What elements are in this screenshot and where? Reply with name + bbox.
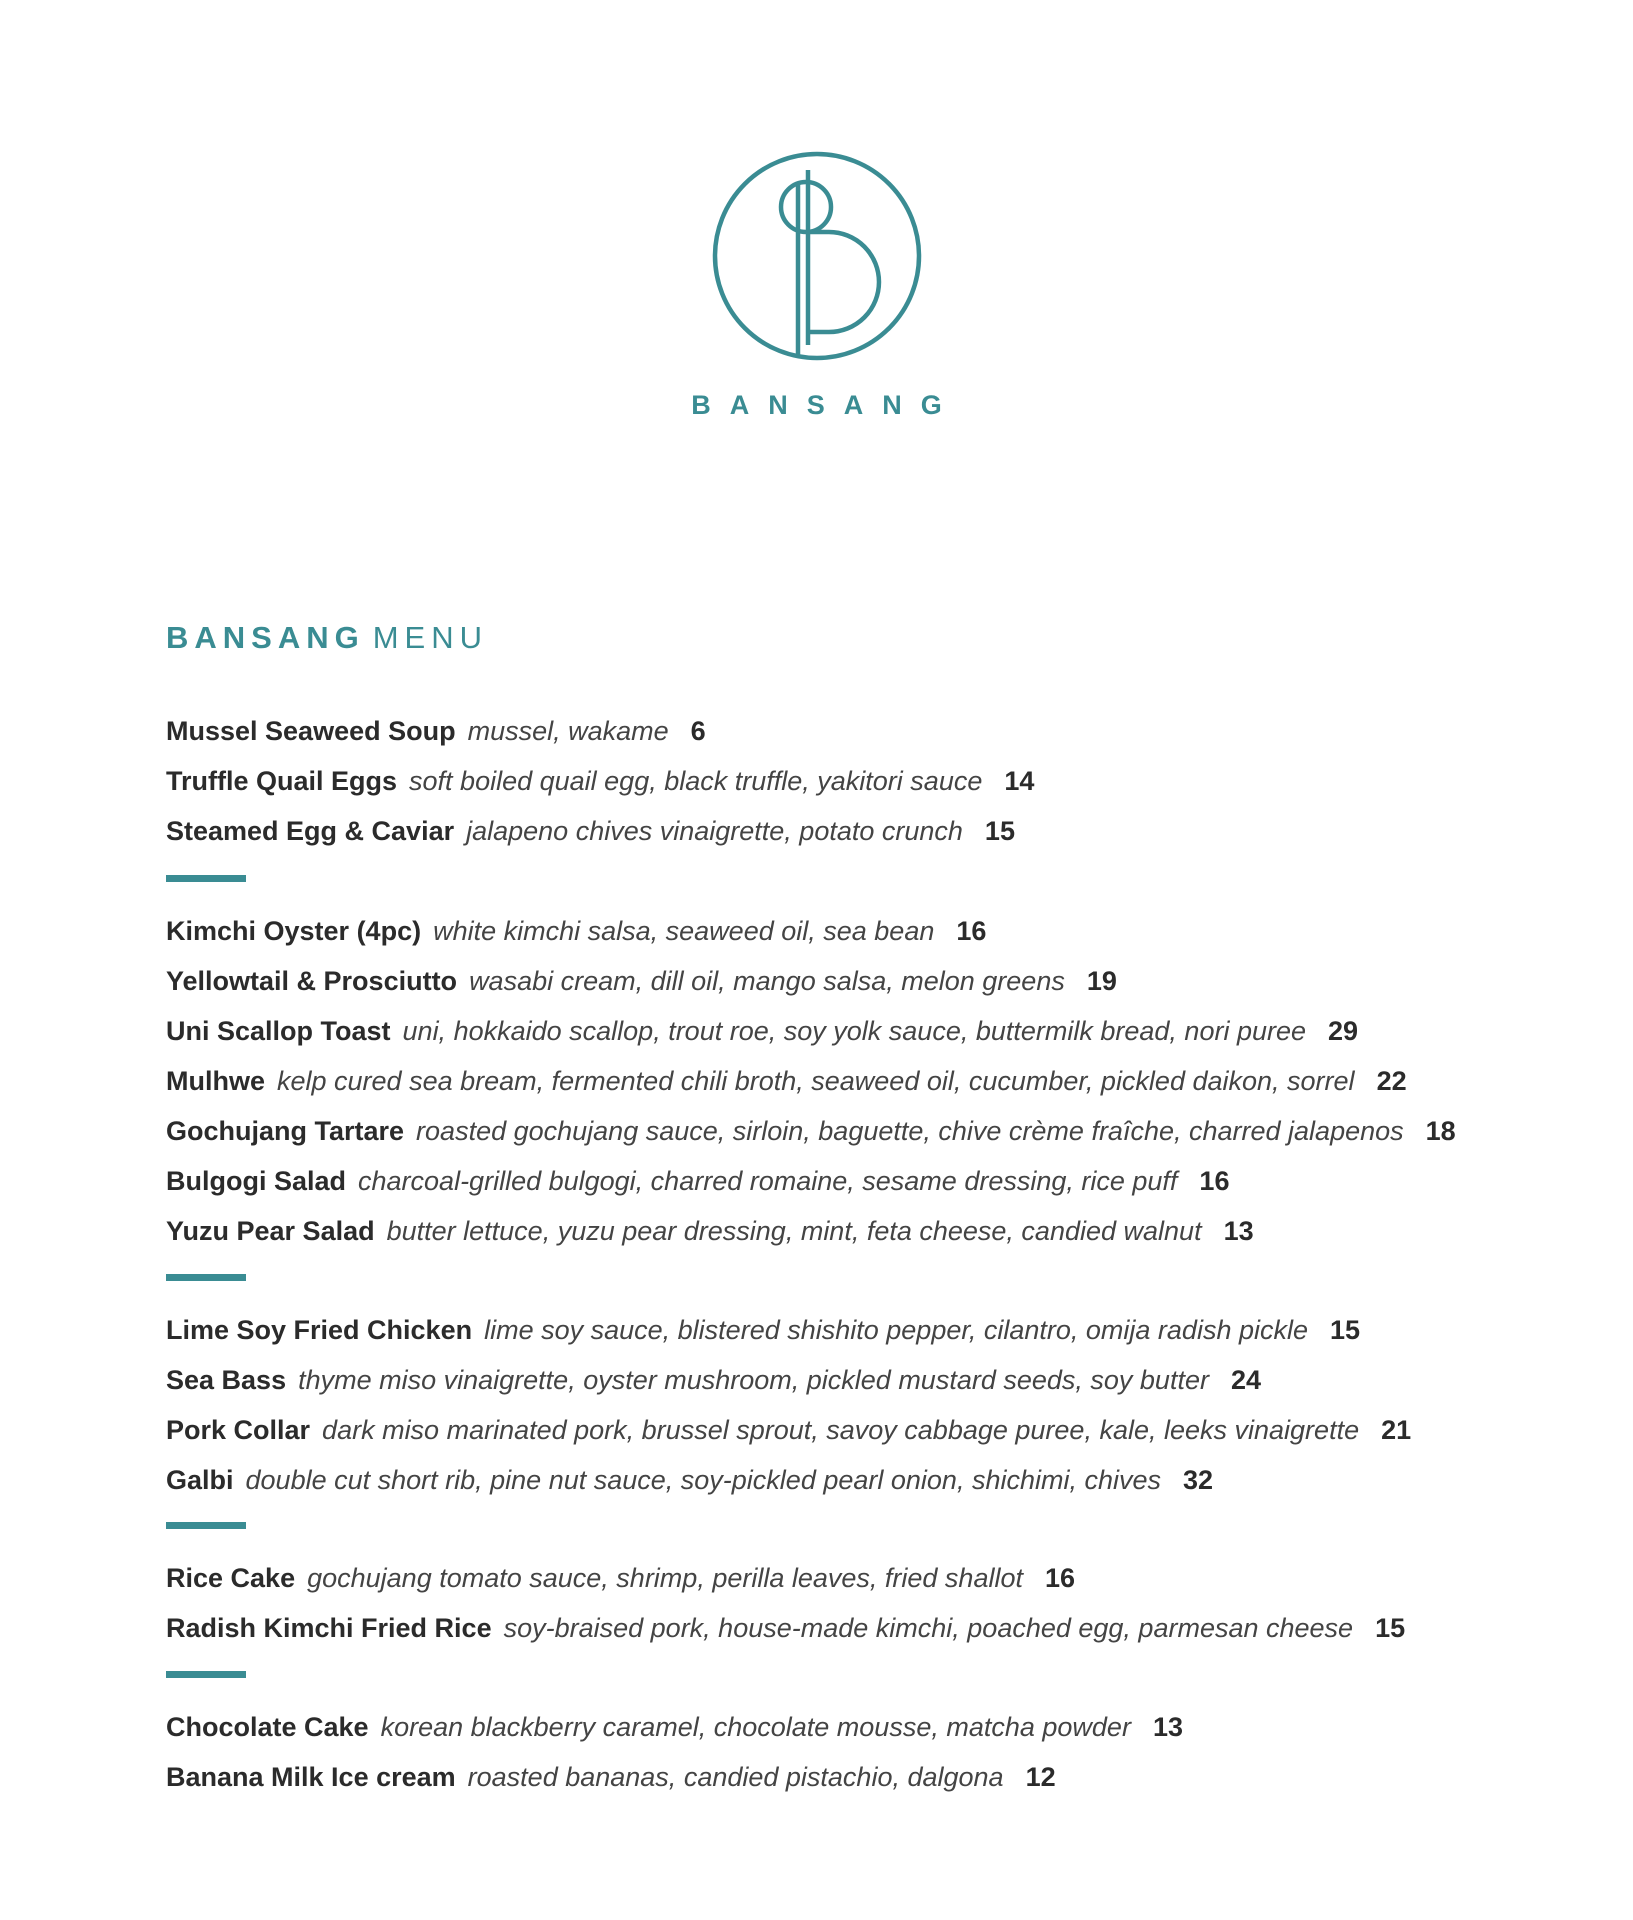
menu-item-price: 32 <box>1183 1465 1214 1495</box>
menu-item-price: 18 <box>1425 1116 1456 1146</box>
menu-item-description: lime soy sauce, blistered shishito pepper, cilantro, omija radish pickle <box>484 1315 1308 1345</box>
menu-item-description: uni, hokkaido scallop, trout roe, soy yolk sauce, buttermilk bread, nori puree <box>402 1016 1307 1046</box>
menu-section-mains <box>166 1305 1411 1505</box>
menu-item-price: 24 <box>1230 1365 1262 1395</box>
menu-item-price: 13 <box>1223 1216 1254 1246</box>
menu-item-name: Pork Collar <box>166 1415 311 1445</box>
menu-item-name: Bulgogi Salad <box>166 1166 347 1196</box>
menu-item <box>166 806 1034 856</box>
menu-item-price: 29 <box>1328 1016 1359 1046</box>
menu-item-name: Chocolate Cake <box>166 1712 369 1742</box>
menu-heading <box>166 620 488 656</box>
menu-item-name: Steamed Egg & Caviar <box>166 816 455 846</box>
menu-heading-brand: BANSANG <box>166 620 365 655</box>
menu-item-name: Truffle Quail Eggs <box>166 766 398 796</box>
menu-item-description: roasted gochujang sauce, sirloin, baguette, chive crème fraîche, charred jalapenos <box>416 1116 1404 1146</box>
menu-item-description: white kimchi salsa, seaweed oil, sea bean <box>433 916 935 946</box>
menu-item-name: Gochujang Tartare <box>166 1116 405 1146</box>
menu-item-name: Banana Milk Ice cream <box>166 1762 456 1792</box>
menu-item <box>166 1006 1456 1056</box>
menu-item-description: thyme miso vinaigrette, oyster mushroom, pickled mustard seeds, soy butter <box>298 1365 1209 1395</box>
menu-item-price: 13 <box>1152 1712 1183 1742</box>
menu-item-description: charcoal-grilled bulgogi, charred romaine, sesame dressing, rice puff <box>358 1166 1178 1196</box>
menu-item-description: butter lettuce, yuzu pear dressing, mint, feta cheese, candied walnut <box>386 1216 1202 1246</box>
menu-section-cold <box>166 906 1456 1256</box>
menu-item-price: 15 <box>1375 1613 1406 1643</box>
menu-item-description: wasabi cream, dill oil, mango salsa, melon greens <box>469 966 1065 996</box>
menu-item-description: roasted bananas, candied pistachio, dalgona <box>467 1762 1004 1792</box>
menu-item-description: korean blackberry caramel, chocolate mousse, matcha powder <box>380 1712 1131 1742</box>
menu-item-name: Lime Soy Fried Chicken <box>166 1315 473 1345</box>
menu-item-price: 15 <box>984 816 1015 846</box>
menu-item-name: Mussel Seaweed Soup <box>166 716 456 746</box>
menu-item-name: Yuzu Pear Salad <box>166 1216 375 1246</box>
menu-item <box>166 1603 1405 1653</box>
menu-item-price: 19 <box>1086 966 1117 996</box>
menu-item <box>166 1206 1456 1256</box>
menu-item <box>166 756 1034 806</box>
brand-wordmark: BANSANG <box>691 390 961 420</box>
menu-item-name: Uni Scallop Toast <box>166 1016 391 1046</box>
menu-item-price: 22 <box>1376 1066 1407 1096</box>
menu-item-price: 16 <box>1199 1166 1230 1196</box>
menu-section-dessert <box>166 1702 1183 1802</box>
menu-item-description: dark miso marinated pork, brussel sprout, savoy cabbage puree, kale, leeks vinaigrette <box>322 1415 1360 1445</box>
section-divider <box>166 1522 246 1529</box>
menu-item-description: soft boiled quail egg, black truffle, yakitori sauce <box>409 766 983 796</box>
menu-item-name: Radish Kimchi Fried Rice <box>166 1613 492 1643</box>
menu-item-price: 12 <box>1025 1762 1056 1792</box>
menu-item-price: 6 <box>690 716 706 746</box>
menu-item-description: gochujang tomato sauce, shrimp, perilla leaves, fried shallot <box>307 1563 1023 1593</box>
menu-heading-label: MENU <box>372 620 489 655</box>
section-divider <box>166 1274 246 1281</box>
menu-item-name: Rice Cake <box>166 1563 296 1593</box>
menu-item-description: double cut short rib, pine nut sauce, soy-pickled pearl onion, shichimi, chives <box>245 1465 1161 1495</box>
menu-item <box>166 1156 1456 1206</box>
menu-item-description: soy-braised pork, house-made kimchi, poached egg, parmesan cheese <box>503 1613 1354 1643</box>
menu-item-price: 14 <box>1004 766 1035 796</box>
menu-item-price: 16 <box>956 916 987 946</box>
menu-item <box>166 1752 1183 1802</box>
menu-item <box>166 706 1034 756</box>
menu-item-description: mussel, wakame <box>467 716 669 746</box>
menu-item-description: jalapeno chives vinaigrette, potato crunch <box>466 816 963 846</box>
menu-item <box>166 1106 1456 1156</box>
menu-item <box>166 1553 1405 1603</box>
menu-item <box>166 1355 1411 1405</box>
menu-item-price: 15 <box>1330 1315 1361 1345</box>
menu-item-description: kelp cured sea bream, fermented chili broth, seaweed oil, cucumber, pickled daikon, sorrel <box>277 1066 1355 1096</box>
brand-logo <box>0 150 1633 430</box>
menu-item <box>166 1455 1411 1505</box>
menu-item-name: Sea Bass <box>166 1365 287 1395</box>
menu-item <box>166 1702 1183 1752</box>
menu-item-name: Yellowtail & Prosciutto <box>166 966 458 996</box>
menu-item-name: Mulhwe <box>166 1066 265 1096</box>
section-divider <box>166 1671 246 1678</box>
menu-item <box>166 1305 1411 1355</box>
menu-section-starters <box>166 706 1034 856</box>
menu-item-price: 21 <box>1381 1415 1412 1445</box>
bansang-b-monogram-icon <box>711 150 923 362</box>
menu-item <box>166 1056 1456 1106</box>
menu-item-price: 16 <box>1044 1563 1076 1593</box>
menu-item <box>166 956 1456 1006</box>
section-divider <box>166 875 246 882</box>
menu-item-name: Kimchi Oyster (4pc) <box>166 916 422 946</box>
menu-item-name: Galbi <box>166 1465 234 1495</box>
menu-item <box>166 1405 1411 1455</box>
menu-section-rice <box>166 1553 1405 1653</box>
menu-item <box>166 906 1456 956</box>
